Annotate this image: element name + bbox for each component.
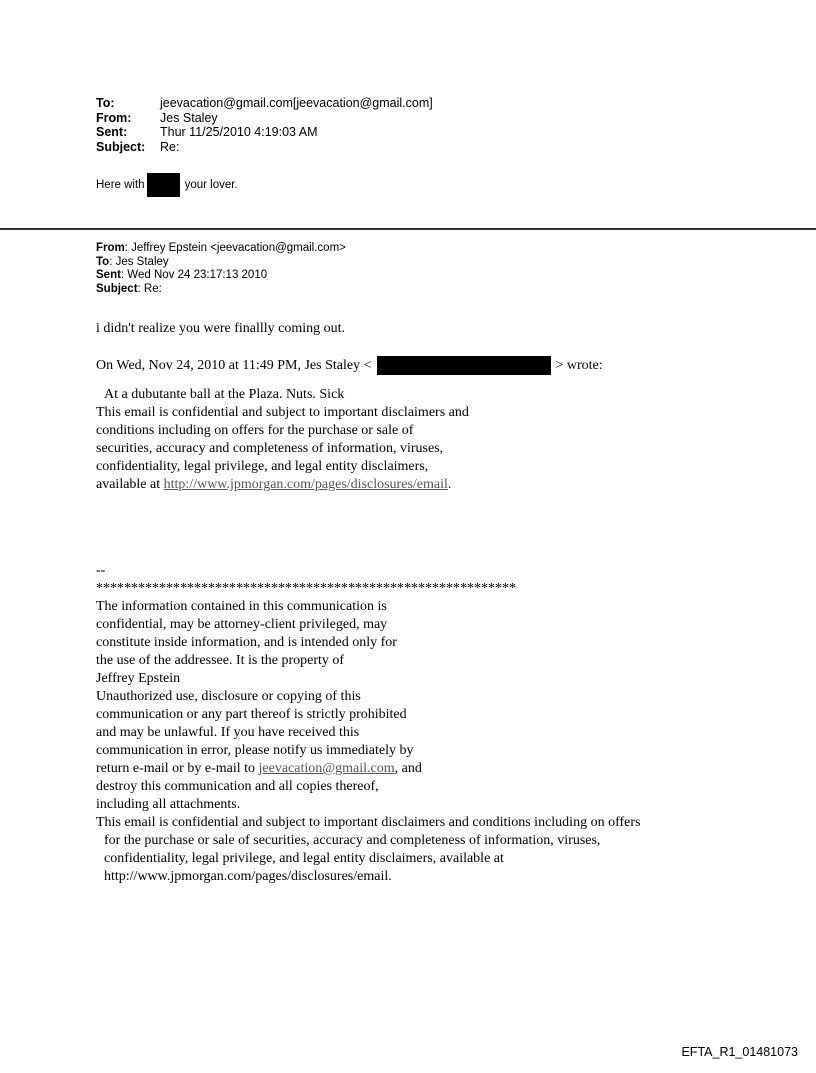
disclaimer-line: This email is confidential and subject to important disclaimers and conditions including on offers — [96, 815, 641, 830]
disclaimer-line: http://www.jpmorgan.com/pages/disclosures/email. — [104, 869, 392, 884]
signature-line — [96, 760, 640, 778]
on-wrote-after: > wrote: — [555, 357, 603, 373]
disclaimer-line: for the purchase or sale of securities, accuracy and completeness of information, viruses, — [104, 833, 601, 848]
subject-value: Re: — [160, 139, 180, 154]
signature-dashes: -- — [96, 563, 106, 578]
header-from-row — [96, 111, 433, 126]
from-label: From: — [96, 110, 132, 125]
email-header-top — [96, 96, 433, 154]
quoted-line: At a dubutante ball at the Plaza. Nuts. Sick — [104, 387, 345, 402]
fwd-sent-row — [96, 269, 346, 283]
header-sent-row — [96, 125, 433, 140]
signature-line: The information contained in this communication is — [96, 599, 387, 614]
fwd-subject-value: : Re: — [137, 282, 162, 295]
signature-text: return e-mail or by e-mail to — [96, 761, 259, 776]
fwd-sent-label: Sent — [96, 269, 121, 282]
header-subject-row — [96, 140, 433, 155]
sent-value: Thur 11/25/2010 4:19:03 AM — [160, 125, 318, 140]
header-to-row — [96, 96, 433, 111]
fwd-from-value: : Jeffrey Epstein <jeevacation@gmail.com> — [124, 242, 346, 254]
fwd-sent-value: : Wed Nov 24 23:17:13 2010 — [120, 269, 268, 282]
email-link[interactable]: jeevacation@gmail.com — [258, 761, 395, 776]
disclaimer-block — [96, 814, 640, 886]
from-value: Jes Staley — [160, 110, 218, 125]
quoted-line: confidentiality, legal privilege, and legal entity disclaimers, — [96, 459, 429, 474]
fwd-from-label: From — [96, 242, 125, 254]
redaction-box-email — [377, 356, 551, 375]
signature-line: the use of the addressee. It is the property of — [96, 653, 345, 668]
signature-text: , and — [394, 761, 422, 776]
short-message-after: your lover. — [184, 179, 238, 191]
signature-line: constitute inside information, and is intended only for — [96, 635, 397, 650]
signature-stars: ************************************************************ — [96, 581, 516, 596]
fwd-subject-row — [96, 283, 346, 297]
quoted-line: securities, accuracy and completeness of information, viruses, — [96, 441, 444, 456]
to-label: To: — [96, 96, 115, 110]
short-message — [96, 173, 238, 197]
fwd-subject-label: Subject — [96, 282, 138, 295]
quoted-text: available at — [96, 477, 164, 492]
quoted-line: conditions including on offers for the purchase or sale of — [96, 423, 414, 438]
on-wrote-before: On Wed, Nov 24, 2010 at 11:49 PM, Jes Staley < — [96, 357, 372, 373]
short-message-before: Here with — [96, 179, 145, 191]
quoted-line: This email is confidential and subject to important disclaimers and — [96, 405, 469, 420]
signature-line: Unauthorized use, disclosure or copying of this — [96, 689, 361, 704]
signature-block — [96, 562, 640, 886]
fwd-to-row — [96, 256, 346, 270]
signature-line: Jeffrey Epstein — [96, 671, 181, 686]
fwd-to-value: : Jes Staley — [109, 255, 169, 268]
document-id: EFTA_R1_01481073 — [681, 1045, 798, 1059]
on-wrote-line — [96, 356, 603, 375]
fwd-to-label: To — [96, 255, 110, 268]
quoted-message — [96, 386, 469, 494]
signature-line: destroy this communication and all copies thereof, — [96, 779, 379, 794]
signature-line: communication in error, please notify us immediately by — [96, 743, 414, 758]
disclosures-link[interactable]: http://www.jpmorgan.com/pages/disclosures/email — [163, 477, 448, 492]
signature-line: confidential, may be attorney-client privileged, may — [96, 617, 388, 632]
signature-line: including all attachments. — [96, 797, 241, 812]
to-value: jeevacation@gmail.com[jeevacation@gmail.com] — [160, 96, 433, 110]
fwd-from-row — [96, 242, 346, 256]
signature-line: and may be unlawful. If you have received this — [96, 725, 360, 740]
disclaimer-line: confidentiality, legal privilege, and legal entity disclaimers, available at — [104, 851, 504, 866]
subject-label: Subject: — [96, 139, 146, 154]
email-header-forwarded — [96, 242, 346, 296]
quoted-line — [96, 476, 469, 494]
divider — [0, 228, 816, 230]
quoted-text: . — [447, 477, 452, 492]
reply-line: i didn't realize you were finallly coming out. — [96, 321, 346, 336]
signature-line: communication or any part thereof is strictly prohibited — [96, 707, 407, 722]
sent-label: Sent: — [96, 125, 128, 140]
redaction-box — [147, 173, 180, 197]
